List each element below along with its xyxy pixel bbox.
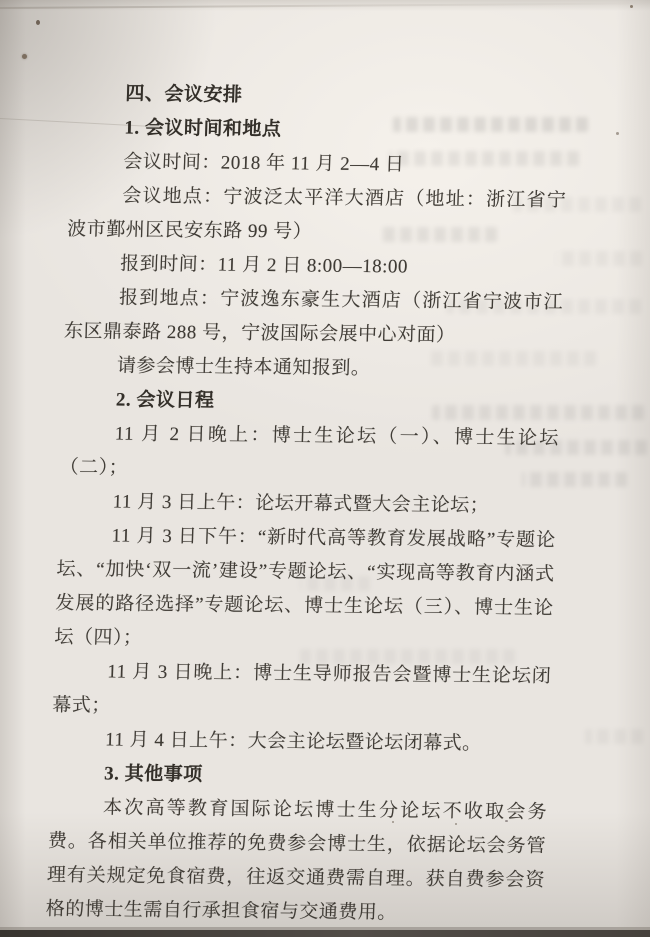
schedule-nov3-evening: 11 月 3 日晚上：博士生导师报告会暨博士生论坛闭幕式；	[51, 661, 552, 717]
bleed-through-mark	[585, 729, 643, 744]
paper-speck	[616, 132, 619, 135]
schedule-nov4-morning: 11 月 4 日上午：大会主论坛暨论坛闭幕式。	[104, 729, 483, 755]
checkin-notice-paragraph: 请参会博士生持本通知报到。	[116, 355, 371, 380]
subsection-1-title: 1. 会议时间和地点	[124, 117, 282, 141]
paper-speck	[630, 5, 633, 8]
schedule-nov3-afternoon: 11 月 3 日下午：“新时代高等教育发展战略”专题论坛、“加快‘双一流’建设”专题论坛、“实现高等教育内涵式发展的路径选择”专题论坛、博士生论坛（三）、博士生论坛（四）；	[54, 525, 556, 649]
schedule-nov3-morning: 11 月 3 日上午：论坛开幕式暨大会主论坛；	[112, 491, 490, 517]
staple-hole	[22, 54, 27, 59]
meeting-time-paragraph: 会议时间：2018 年 11 月 2—4 日	[123, 151, 405, 176]
paper-bottom-edge	[0, 930, 650, 937]
schedule-nov2-evening: 11 月 2 日晚上：博士生论坛（一）、博士生论坛（二）；	[59, 423, 560, 479]
checkin-time-paragraph: 报到时间：11 月 2 日 8:00—18:00	[119, 253, 409, 278]
subsection-3-title: 3. 其他事项	[103, 763, 203, 786]
meeting-venue-paragraph: 会议地点：宁波泛太平洋大酒店（地址：浙江省宁波市鄞州区民安东路 99 号）	[66, 185, 567, 243]
checkin-venue-paragraph: 报到地点：宁波逸东豪生大酒店（浙江省宁波市江东区鼎泰路 288 号，宁波国际会展中心对面）	[63, 287, 564, 347]
bleed-through-mark	[556, 251, 642, 266]
paper-speck	[36, 20, 40, 25]
subsection-2-title: 2. 会议日程	[115, 389, 215, 412]
section-heading: 四、会议安排	[125, 83, 243, 106]
document-text	[45, 77, 570, 932]
paper-top-edge	[0, 2, 650, 9]
fees-paragraph: 本次高等教育国际论坛博士生分论坛不收取会务费。各相关单位推荐的免费参会博士生，依据论坛会务管理有关规定免食宿费，往返交通费需自理。获自费参会资格的博士生需自行承担食宿与交通费用。	[45, 797, 548, 924]
